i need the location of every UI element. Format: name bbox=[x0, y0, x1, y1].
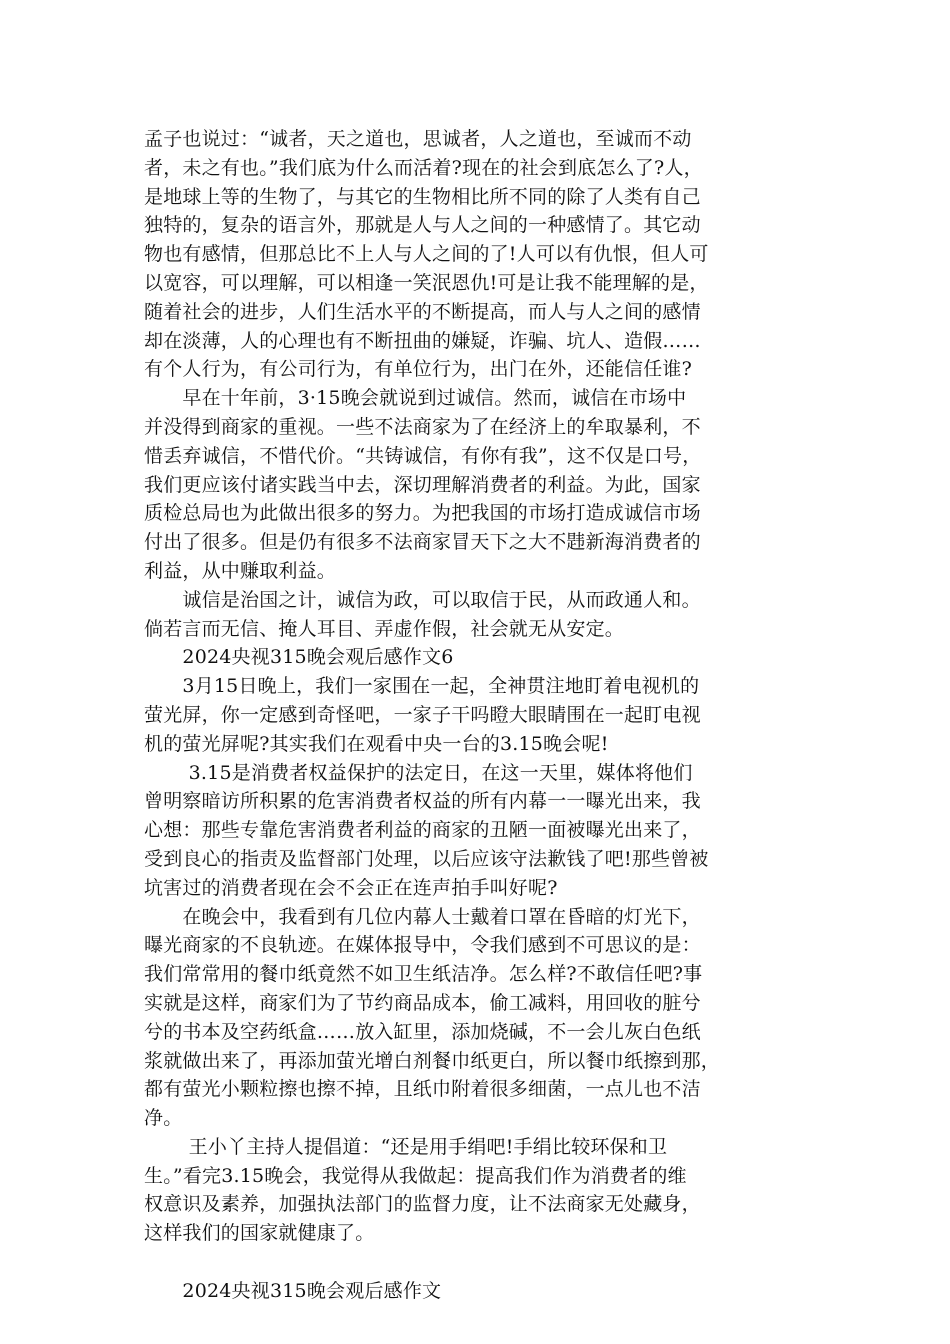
text-line: 我们常常用的餐巾纸竟然不如卫生纸洁净。怎么样?不敢信任吧?事 bbox=[144, 963, 703, 986]
text-line: 机的萤光屏呢?其实我们在观看中央一台的3.15晚会呢! bbox=[144, 732, 609, 755]
text-line: 这样我们的国家就健康了。 bbox=[144, 1222, 375, 1245]
text-line: 质检总局也为此做出很多的努力。为把我国的市场打造成诚信市场 bbox=[144, 502, 701, 525]
document-body bbox=[144, 125, 820, 1306]
text-line: 生。”看完3.15晚会，我觉得从我做起：提高我们作为消费者的维 bbox=[144, 1164, 687, 1187]
text-line: 2024央视315晚会观后感作文6 bbox=[144, 646, 454, 669]
text-line: 惜丢弃诚信，不惜代价。“共铸诚信，有你有我”，这不仅是口号， bbox=[144, 444, 702, 467]
text-line: 都有萤光小颗粒擦也擦不掉，且纸巾附着很多细菌，一点儿也不洁 bbox=[144, 1078, 701, 1101]
text-line: 净。 bbox=[144, 1107, 183, 1130]
text-line: 坑害过的消费者现在会不会正在连声拍手叫好呢? bbox=[144, 876, 558, 899]
text-line: 萤光屏，你一定感到奇怪吧，一家子干吗瞪大眼睛围在一起盯电视 bbox=[144, 703, 701, 726]
text-line: 随着社会的进步，人们生活水平的不断提高，而人与人之间的感情 bbox=[144, 300, 701, 323]
text-line: 兮的书本及空药纸盒……放入缸里，添加烧碱，不一会儿灰白色纸 bbox=[144, 1020, 701, 1043]
text-line: 3.15是消费者权益保护的法定日，在这一天里，媒体将他们 bbox=[144, 761, 693, 784]
text-line: 3月15日晚上，我们一家围在一起，全神贯注地盯着电视机的 bbox=[144, 675, 700, 698]
text-line: 者，未之有也。”我们底为什么而活着?现在的社会到底怎么了?人， bbox=[144, 156, 703, 179]
text-line: 在晚会中，我看到有几位内幕人士戴着口罩在昏暗的灯光下， bbox=[144, 905, 701, 928]
text-line: 以宽容，可以理解，可以相逢一笑泯恩仇!可是让我不能理解的是， bbox=[144, 271, 709, 294]
text-line: 心想：那些专靠危害消费者利益的商家的丑陋一面被曝光出来了， bbox=[144, 819, 701, 842]
text-line: 浆就做出来了，再添加萤光增白剂餐巾纸更白，所以餐巾纸擦到那， bbox=[144, 1049, 721, 1072]
text-line: 早在十年前，3·15晚会就说到过诚信。然而，诚信在市场中 bbox=[144, 387, 687, 410]
text-line: 2024央视315晚会观后感作文 bbox=[144, 1279, 442, 1302]
text-line: 是地球上等的生物了，与其它的生物相比所不同的除了人类有自己 bbox=[144, 185, 701, 208]
text-line: 王小丫主持人提倡道：“还是用手绢吧!手绢比较环保和卫 bbox=[144, 1135, 668, 1158]
text-line: 权意识及素养，加强执法部门的监督力度，让不法商家无处藏身， bbox=[144, 1193, 701, 1216]
text-line: 物也有感情，但那总比不上人与人之间的了!人可以有仇恨，但人可 bbox=[144, 243, 709, 266]
text-line: 孟子也说过：“诚者，天之道也，思诚者，人之道也，至诚而不动 bbox=[144, 128, 692, 150]
text-line: 利益，从中赚取利益。 bbox=[144, 559, 337, 582]
text-line: 诚信是治国之计，诚信为政，可以取信于民，从而政通人和。 bbox=[144, 588, 701, 611]
text-line: 受到良心的指责及监督部门处理，以后应该守法歉钱了吧!那些曾被 bbox=[144, 847, 709, 870]
text-line: 有个人行为，有公司行为，有单位行为，出门在外，还能信任谁? bbox=[144, 358, 692, 381]
text-line: 实就是这样，商家们为了节约商品成本，偷工减料，用回收的脏兮 bbox=[144, 991, 701, 1014]
text-line: 并没得到商家的重视。一些不法商家为了在经济上的牟取暴利，不 bbox=[144, 415, 701, 438]
text-line: 却在淡薄，人的心理也有不断扭曲的嫌疑，诈骗、坑人、造假…… bbox=[144, 329, 701, 352]
text-line: 我们更应该付诸实践当中去，深切理解消费者的利益。为此，国家 bbox=[144, 473, 701, 496]
text-line: 曝光商家的不良轨迹。在媒体报导中，令我们感到不可思议的是： bbox=[144, 934, 701, 957]
text-line: 倘若言而无信、掩人耳目、弄虚作假，社会就无从安定。 bbox=[144, 617, 625, 640]
blank-line bbox=[144, 1248, 820, 1277]
text-line: 付出了很多。但是仍有很多不法商家冒天下之大不韪新海消费者的 bbox=[144, 531, 701, 554]
text-line: 曾明察暗访所积累的危害消费者权益的所有内幕一一曝光出来，我 bbox=[144, 790, 701, 813]
text-line: 独特的，复杂的语言外，那就是人与人之间的一种感情了。其它动 bbox=[144, 214, 701, 237]
